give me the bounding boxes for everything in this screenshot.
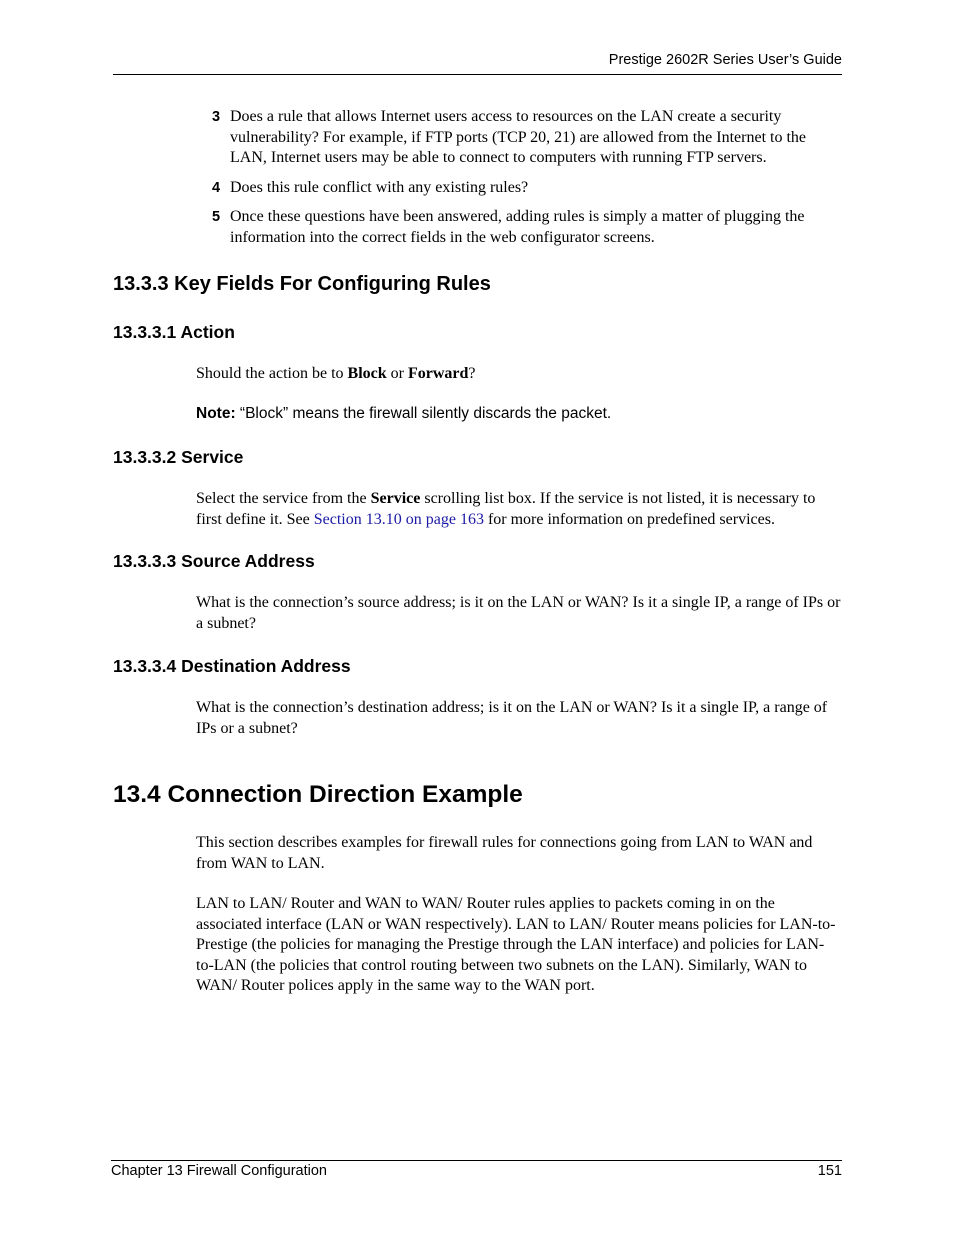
- section-heading-key-fields: 13.3.3 Key Fields For Configuring Rules: [113, 273, 491, 295]
- text: or: [386, 365, 408, 382]
- text: Select the service from the: [196, 490, 371, 507]
- section-heading-service: 13.3.3.2 Service: [113, 447, 244, 467]
- list-text: Does a rule that allows Internet users access to resources on the LAN create a security vulnerability? For example, if FTP ports (TCP 20, 21) are allowed from the Internet to the LAN, Internet users may be able to connect to computers with running FTP servers.: [230, 108, 807, 166]
- source-paragraph: What is the connection’s source address; is it on the LAN or WAN? Is it a single IP, a range of IPs or a subnet?: [196, 594, 841, 632]
- destination-paragraph: What is the connection’s destination address; is it on the LAN or WAN? Is it a single IP, a range of IPs or a subnet?: [196, 699, 828, 737]
- bold-block: Block: [347, 365, 387, 382]
- text: scrolling list box. If the service is not listed, it is necessary to first define it. See: [196, 490, 816, 528]
- note-label: Note:: [196, 405, 236, 422]
- bold-service: Service: [370, 490, 421, 507]
- note: [196, 405, 842, 423]
- section-heading-destination-address: 13.3.3.4 Destination Address: [113, 656, 351, 676]
- service-paragraph: [196, 489, 842, 530]
- connection-paragraph-1: This section describes examples for firewall rules for connections going from LAN to WAN and from WAN to LAN.: [196, 834, 813, 872]
- list-text: Once these questions have been answered, adding rules is simply a matter of plugging the information into the correct fields in the web configurator screens.: [230, 208, 805, 246]
- section-heading-action: 13.3.3.1 Action: [113, 322, 235, 342]
- page-header: [113, 50, 842, 75]
- section-heading-connection: 13.4 Connection Direction Example: [113, 781, 523, 808]
- section-heading-source-address: 13.3.3.3 Source Address: [113, 551, 315, 571]
- note-text: “Block” means the firewall silently discards the packet.: [235, 405, 612, 422]
- text: ?: [468, 365, 476, 382]
- page-footer: [111, 1160, 842, 1179]
- list-text: Does this rule conflict with any existing rules?: [230, 179, 529, 196]
- bold-forward: Forward: [407, 365, 469, 382]
- list-number: 4: [212, 180, 221, 196]
- text: for more information on predefined services.: [483, 510, 775, 528]
- list-number: 5: [212, 209, 221, 225]
- text: Should the action be to: [196, 365, 348, 382]
- guide-title: Prestige 2602R Series User’s Guide: [608, 52, 842, 68]
- action-paragraph: [196, 364, 842, 385]
- connection-paragraph-2: LAN to LAN/ Router and WAN to WAN/ Router rules applies to packets coming in on the associated interface (LAN or WAN respectively). LAN to LAN/ Router means policies for LAN-to-Prestige (the policies for managing the Prestige through the LAN interface) and policies for LAN-to-LAN (the policies that control routing between two subnets on the LAN). Similarly, WAN to WAN/ Router polices apply in the same way to the WAN port.: [196, 895, 836, 994]
- page-number: 151: [817, 1163, 842, 1179]
- section-link[interactable]: Section 13.10 on page 163: [313, 510, 484, 528]
- chapter-title: Chapter 13 Firewall Configuration: [111, 1163, 327, 1179]
- list-number: 3: [212, 109, 221, 125]
